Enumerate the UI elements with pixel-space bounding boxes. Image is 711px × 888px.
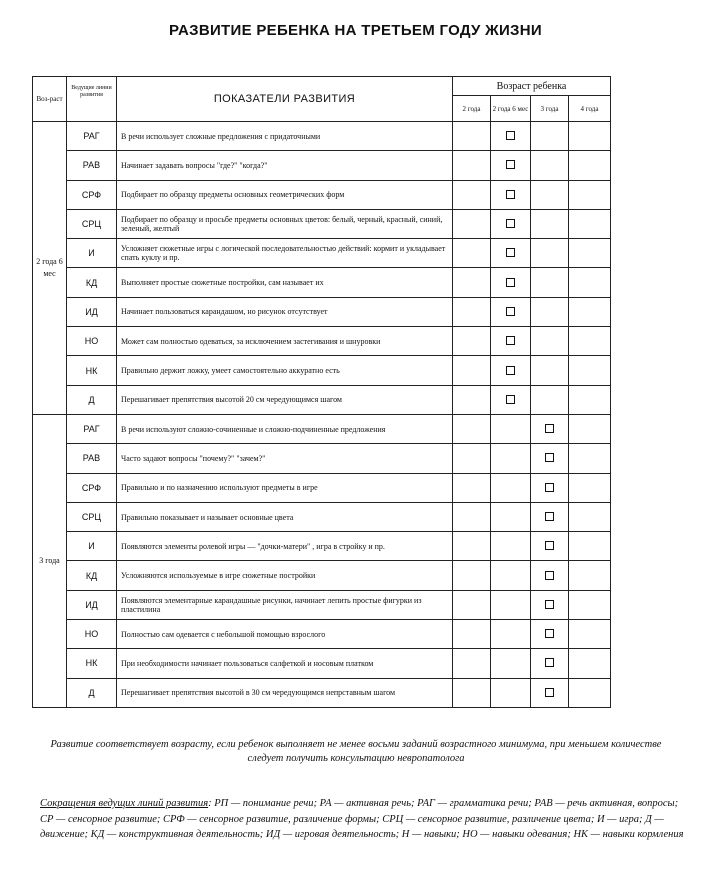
- checkbox[interactable]: [545, 658, 554, 667]
- age-cell-1: [491, 473, 531, 502]
- indicator-text: Подбирает по образцу предметы основных геометрических форм: [117, 180, 453, 209]
- checkbox[interactable]: [545, 453, 554, 462]
- table-row: [33, 678, 611, 707]
- indicator-text: В речи используют сложно-сочиненные и сложно-подчиненные предложения: [117, 414, 453, 443]
- age-cell-3: [569, 590, 611, 619]
- page-title: РАЗВИТИЕ РЕБЕНКА НА ТРЕТЬЕМ ГОДУ ЖИЗНИ: [169, 22, 542, 39]
- indicator-text: Часто задают вопросы "почему?" "зачем?": [117, 444, 453, 473]
- table-row: [33, 561, 611, 590]
- header-age-group: Возраст ребенка: [453, 77, 611, 96]
- table-row: [33, 473, 611, 502]
- age-cell-3: [569, 502, 611, 531]
- age-cell-3: [569, 327, 611, 356]
- line-code: СРФ: [67, 473, 117, 502]
- checkbox[interactable]: [506, 336, 515, 345]
- indicator-text: Усложняет сюжетные игры с логической последовательностью действий: кормит и укладывает спать куклу и пр.: [117, 239, 453, 268]
- age-cell-3: [569, 678, 611, 707]
- age-cell-1: [491, 327, 531, 356]
- age-cell-1: [491, 502, 531, 531]
- table-body: [33, 122, 611, 708]
- table-row: [33, 297, 611, 326]
- age-cell-0: [453, 532, 491, 561]
- table-row: [33, 356, 611, 385]
- age-cell-0: [453, 122, 491, 151]
- indicator-text: Правильно показывает и называет основные цвета: [117, 502, 453, 531]
- age-cell-3: [569, 268, 611, 297]
- age-cell-0: [453, 356, 491, 385]
- age-cell-3: [569, 649, 611, 678]
- header-age-2y: 2 года: [453, 96, 491, 122]
- age-cell-0: [453, 590, 491, 619]
- age-cell-0: [453, 268, 491, 297]
- table-row: [33, 502, 611, 531]
- table-row: [33, 444, 611, 473]
- age-cell-0: [453, 209, 491, 238]
- checkbox[interactable]: [545, 688, 554, 697]
- indicator-text: При необходимости начинает пользоваться салфеткой и носовым платком: [117, 649, 453, 678]
- table-row: [33, 649, 611, 678]
- age-cell-3: [569, 473, 611, 502]
- age-cell-1: [491, 356, 531, 385]
- line-code: И: [67, 239, 117, 268]
- line-code: Д: [67, 678, 117, 707]
- age-cell-3: [569, 209, 611, 238]
- age-group-label: 2 года 6 мес: [33, 122, 67, 415]
- checkbox[interactable]: [506, 219, 515, 228]
- age-cell-2: [531, 356, 569, 385]
- checkbox[interactable]: [506, 190, 515, 199]
- abbreviations-text: : РП — понимание речи; РА — активная речь; РАГ — грамматика речи; РАВ — речь активная, вопросы; СР — сенсорное развитие; СРФ — сенсорное развитие, различение формы; СРЦ — сенсорное развитие, различение цвета; И — игра; Д — движение; КД — конструктивная деятельность; ИД — игровая деятельность; Н — навыки; НО — навыки одевания; НК — навыки кормления: [40, 798, 684, 840]
- header-age: Воз-раст: [33, 77, 67, 122]
- age-cell-0: [453, 502, 491, 531]
- age-cell-2: [531, 678, 569, 707]
- age-cell-2: [531, 180, 569, 209]
- age-cell-3: [569, 561, 611, 590]
- age-group-label: 3 года: [33, 414, 67, 707]
- line-code: РАГ: [67, 414, 117, 443]
- age-cell-2: [531, 444, 569, 473]
- age-cell-2: [531, 649, 569, 678]
- age-cell-1: [491, 122, 531, 151]
- age-cell-0: [453, 620, 491, 649]
- age-cell-1: [491, 180, 531, 209]
- line-code: СРЦ: [67, 209, 117, 238]
- age-cell-3: [569, 532, 611, 561]
- age-cell-3: [569, 414, 611, 443]
- age-cell-3: [569, 239, 611, 268]
- line-code: КД: [67, 561, 117, 590]
- age-cell-2: [531, 532, 569, 561]
- age-cell-0: [453, 444, 491, 473]
- indicator-text: Появляются элементы ролевой игры — "дочки-матери" , игра в стройку и пр.: [117, 532, 453, 561]
- age-cell-1: [491, 444, 531, 473]
- age-cell-2: [531, 209, 569, 238]
- line-code: НК: [67, 356, 117, 385]
- age-cell-1: [491, 239, 531, 268]
- indicator-text: Усложняются используемые в игре сюжетные постройки: [117, 561, 453, 590]
- age-cell-2: [531, 327, 569, 356]
- line-code: И: [67, 532, 117, 561]
- checkbox[interactable]: [506, 248, 515, 257]
- checkbox[interactable]: [545, 541, 554, 550]
- age-cell-3: [569, 620, 611, 649]
- checkbox[interactable]: [545, 629, 554, 638]
- line-code: КД: [67, 268, 117, 297]
- table-row: [33, 180, 611, 209]
- age-cell-2: [531, 122, 569, 151]
- checkbox[interactable]: [506, 131, 515, 140]
- checkbox[interactable]: [545, 600, 554, 609]
- table-row: [33, 239, 611, 268]
- age-cell-2: [531, 297, 569, 326]
- checkbox[interactable]: [545, 483, 554, 492]
- abbreviations-label: Сокращения ведущих линий развития: [40, 798, 209, 809]
- age-cell-2: [531, 561, 569, 590]
- age-cell-3: [569, 151, 611, 180]
- checkbox[interactable]: [545, 571, 554, 580]
- line-code: РАВ: [67, 444, 117, 473]
- age-cell-2: [531, 268, 569, 297]
- age-cell-0: [453, 151, 491, 180]
- age-cell-0: [453, 385, 491, 414]
- note-text: Развитие соответствует возрасту, если ребенок выполняет не менее восьми заданий возрастного минимума, при меньшем количестве следует получить консультацию невропатолога: [50, 739, 662, 764]
- line-code: СРЦ: [67, 502, 117, 531]
- table-row: [33, 327, 611, 356]
- line-code: РАВ: [67, 151, 117, 180]
- age-cell-0: [453, 180, 491, 209]
- indicator-text: Начинает задавать вопросы "где?" "когда?": [117, 151, 453, 180]
- age-cell-2: [531, 502, 569, 531]
- line-code: ИД: [67, 590, 117, 619]
- table-row: [33, 122, 611, 151]
- table-row: [33, 414, 611, 443]
- age-cell-2: [531, 414, 569, 443]
- indicator-text: Правильно и по назначению используют предметы в игре: [117, 473, 453, 502]
- age-cell-2: [531, 239, 569, 268]
- age-cell-0: [453, 473, 491, 502]
- age-cell-3: [569, 297, 611, 326]
- checkbox[interactable]: [506, 307, 515, 316]
- indicator-text: Правильно держит ложку, умеет самостоятельно аккуратно есть: [117, 356, 453, 385]
- table-row: [33, 268, 611, 297]
- age-cell-1: [491, 268, 531, 297]
- development-table: [32, 76, 611, 708]
- indicator-text: Подбирает по образцу и просьбе предметы основных цветов: белый, черный, красный, синий, зеленый, желтый: [117, 209, 453, 238]
- line-code: Д: [67, 385, 117, 414]
- line-code: НК: [67, 649, 117, 678]
- age-cell-0: [453, 649, 491, 678]
- age-cell-1: [491, 561, 531, 590]
- checkbox[interactable]: [506, 395, 515, 404]
- table-row: [33, 385, 611, 414]
- age-cell-3: [569, 444, 611, 473]
- checkbox[interactable]: [506, 160, 515, 169]
- age-cell-2: [531, 385, 569, 414]
- age-cell-0: [453, 678, 491, 707]
- age-cell-2: [531, 620, 569, 649]
- age-cell-1: [491, 620, 531, 649]
- line-code: ИД: [67, 297, 117, 326]
- line-code: НО: [67, 620, 117, 649]
- indicator-text: Появляются элементарные карандашные рисунки, начинает лепить простые фигурки из пластилина: [117, 590, 453, 619]
- age-cell-1: [491, 678, 531, 707]
- age-cell-3: [569, 180, 611, 209]
- table-row: [33, 151, 611, 180]
- age-cell-0: [453, 414, 491, 443]
- checkbox[interactable]: [545, 424, 554, 433]
- indicator-text: Выполняет простые сюжетные постройки, сам называет их: [117, 268, 453, 297]
- abbreviations: [40, 796, 690, 843]
- table-row: [33, 209, 611, 238]
- table-row: [33, 620, 611, 649]
- age-cell-3: [569, 385, 611, 414]
- checkbox[interactable]: [545, 512, 554, 521]
- header-age-2y6m: 2 года 6 мес: [491, 96, 531, 122]
- age-cell-1: [491, 532, 531, 561]
- indicator-text: Начинает пользоваться карандашом, но рисунок отсутствует: [117, 297, 453, 326]
- age-cell-3: [569, 122, 611, 151]
- age-cell-0: [453, 297, 491, 326]
- age-cell-1: [491, 590, 531, 619]
- line-code: НО: [67, 327, 117, 356]
- age-cell-2: [531, 473, 569, 502]
- age-cell-1: [491, 209, 531, 238]
- age-cell-0: [453, 239, 491, 268]
- checkbox[interactable]: [506, 366, 515, 375]
- age-cell-0: [453, 561, 491, 590]
- indicator-text: Перешагивает препятствия высотой в 30 см чередующимся непрставным шагом: [117, 678, 453, 707]
- age-cell-2: [531, 151, 569, 180]
- line-code: СРФ: [67, 180, 117, 209]
- indicator-text: Перешагивает препятствия высотой 20 см чередующимся шагом: [117, 385, 453, 414]
- line-code: РАГ: [67, 122, 117, 151]
- table-row: [33, 590, 611, 619]
- age-cell-1: [491, 414, 531, 443]
- age-cell-3: [569, 356, 611, 385]
- table-row: [33, 532, 611, 561]
- age-cell-2: [531, 590, 569, 619]
- age-cell-0: [453, 327, 491, 356]
- checkbox[interactable]: [506, 278, 515, 287]
- header-indicators: ПОКАЗАТЕЛИ РАЗВИТИЯ: [117, 77, 453, 122]
- indicator-text: Полностью сам одевается с небольшой помощью взрослого: [117, 620, 453, 649]
- age-cell-1: [491, 649, 531, 678]
- age-cell-1: [491, 297, 531, 326]
- header-age-4y: 4 года: [569, 96, 611, 122]
- age-cell-1: [491, 151, 531, 180]
- header-age-3y: 3 года: [531, 96, 569, 122]
- indicator-text: В речи использует сложные предложения с придаточными: [117, 122, 453, 151]
- age-cell-1: [491, 385, 531, 414]
- header-lines: Ведущие линии развития: [67, 77, 117, 122]
- indicator-text: Может сам полностью одеваться, за исключением застегивания и шнуровки: [117, 327, 453, 356]
